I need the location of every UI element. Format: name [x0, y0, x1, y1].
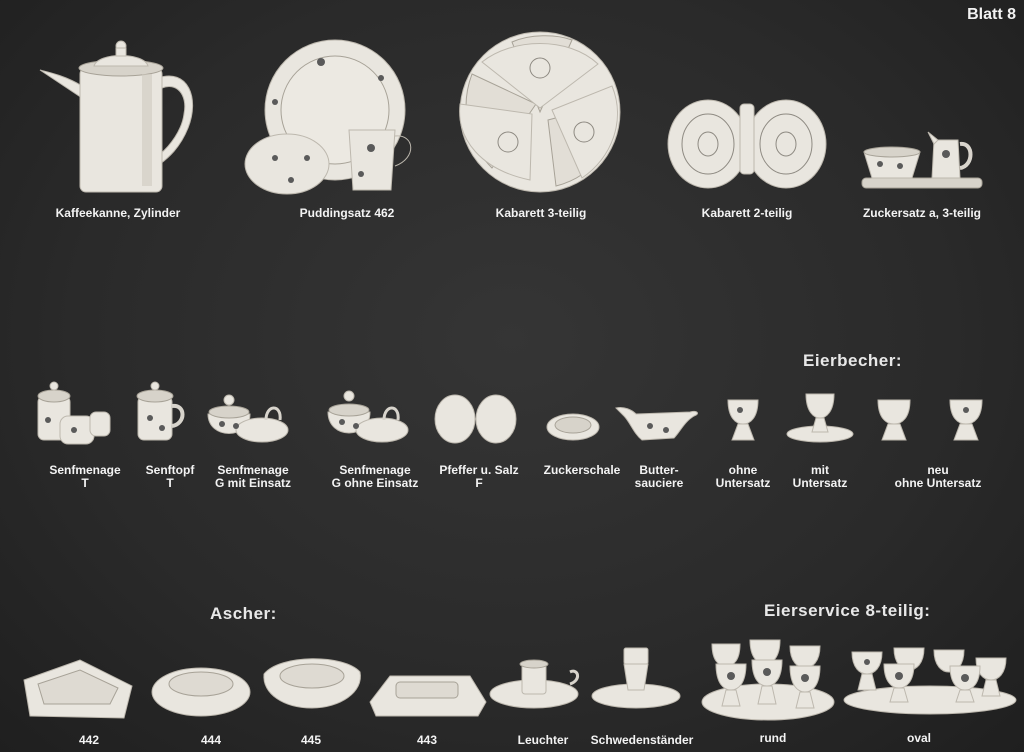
heading-eierservice: Eierservice 8-teilig:: [764, 601, 931, 620]
ashtray-443-image: [366, 668, 488, 718]
sheet-label: Blatt 8: [967, 6, 1016, 23]
cabaret-2-image: [668, 98, 828, 194]
caption-puddingsatz: Puddingsatz 462: [299, 206, 395, 220]
caption-senfmenage-t: [32, 464, 138, 490]
caption-line: Senfmenage: [49, 463, 121, 477]
caption-line: G mit Einsatz: [214, 476, 291, 490]
caption-line: mit: [811, 463, 829, 477]
caption-line: Pfeffer u. Salz: [439, 463, 519, 477]
egg-service-round-image: [700, 636, 836, 722]
ashtray-444-image: [150, 660, 252, 718]
caption-kabarett-2: Kabarett 2-teilig: [701, 206, 793, 220]
mustard-pot-t-image: [134, 380, 190, 444]
egg-cup-plain-image: [726, 396, 760, 444]
caption-line: Butter-: [639, 463, 679, 477]
caption-line: G ohne Einsatz: [331, 476, 419, 490]
caption-ascher-444: 444: [200, 733, 222, 747]
caption-kaffeekanne: Kaffeekanne, Zylinder: [55, 206, 181, 220]
heading-ascher: Ascher:: [210, 604, 277, 623]
pepper-salt-image: [434, 394, 518, 444]
egg-cup-new-image: [876, 398, 986, 444]
caption-line: T: [81, 476, 89, 490]
caption-line: Untersatz: [715, 476, 771, 490]
ashtray-442-image: [20, 656, 136, 722]
caption-buttersauciere: [614, 464, 704, 490]
caption-line: neu: [927, 463, 949, 477]
cabaret-3-image: [452, 30, 628, 194]
egg-service-oval-image: [842, 644, 1018, 718]
caption-senfmenage-g-ohne: [316, 464, 434, 490]
caption-eierservice-rund: rund: [759, 731, 787, 745]
matchbox-holder-image: [590, 646, 682, 710]
caption-senfmenage-g-mit: [198, 464, 308, 490]
coffee-pot-image: [38, 38, 198, 198]
caption-kabarett-3: Kabarett 3-teilig: [495, 206, 587, 220]
caption-ascher-445: 445: [300, 733, 322, 747]
sugar-bowl-image: [546, 412, 600, 442]
ashtray-445-image: [260, 652, 364, 710]
caption-line: Untersatz: [792, 476, 848, 490]
caption-line: T: [166, 476, 174, 490]
caption-ascher-442: 442: [78, 733, 100, 747]
caption-mit-untersatz: [782, 464, 858, 490]
caption-line: Senfmenage: [217, 463, 289, 477]
caption-pfeffer-salz: [428, 464, 530, 490]
caption-leuchter: Leuchter: [517, 733, 569, 747]
mustard-set-g-no-insert-image: [326, 386, 410, 448]
caption-line: Senfmenage: [339, 463, 411, 477]
caption-line: ohne Untersatz: [894, 476, 982, 490]
caption-zuckersatz: Zuckersatz a, 3-teilig: [862, 206, 982, 220]
heading-eierbecher: Eierbecher:: [803, 351, 903, 370]
mustard-set-t-image: [34, 380, 114, 450]
butter-sauceboat-image: [614, 402, 700, 444]
caption-neu-ohne-untersatz: [876, 464, 1000, 490]
sugar-set-image: [860, 126, 984, 192]
caption-ohne-untersatz: [702, 464, 784, 490]
caption-line: F: [475, 476, 483, 490]
caption-line: ohne: [728, 463, 758, 477]
caption-line: Zuckerschale: [543, 463, 621, 477]
egg-cup-saucer-image: [786, 392, 854, 444]
caption-line: Senftopf: [145, 463, 195, 477]
mustard-set-g-insert-image: [206, 390, 292, 448]
caption-ascher-443: 443: [416, 733, 438, 747]
pudding-set-image: [245, 48, 425, 198]
caption-schwedenstaender: Schwedenständer: [590, 733, 694, 747]
candle-holder-image: [488, 660, 582, 710]
caption-line: sauciere: [634, 476, 684, 490]
caption-eierservice-oval: oval: [906, 731, 931, 745]
